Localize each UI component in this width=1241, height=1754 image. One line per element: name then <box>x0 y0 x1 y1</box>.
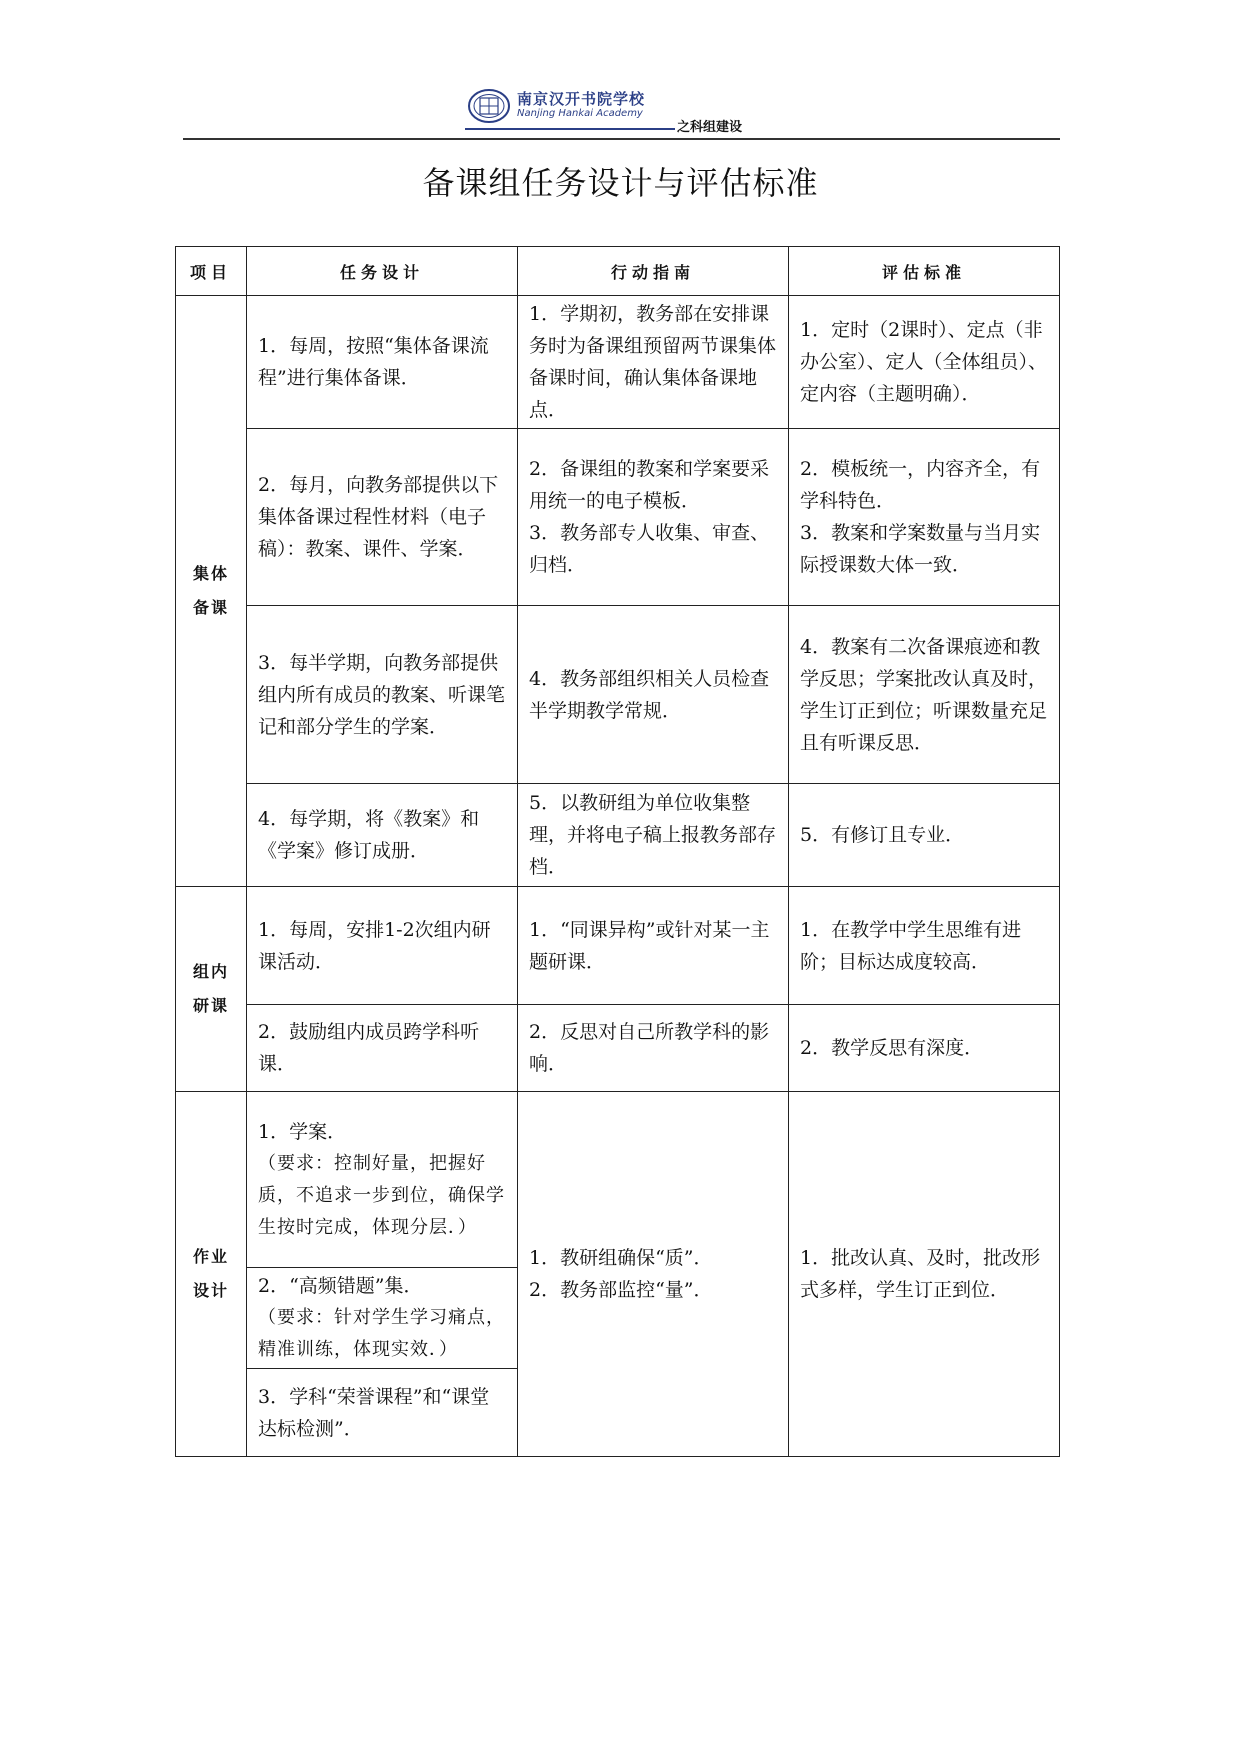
guide-text: 2．备课组的教案和学案要采用统一的电子模板． 3．教务部专人收集、审查、归档． <box>529 458 770 576</box>
standard-text: 1．定时（2课时）、定点（非办公室）、定人（全体组员）、定内容（主题明确）． <box>800 319 1048 405</box>
task-evaluation-table <box>175 246 1060 1457</box>
school-name-cn: 南京汉开书院学校 <box>517 90 646 108</box>
table-row <box>176 429 1060 606</box>
task-text: 1．学案． <box>258 1120 347 1143</box>
school-emblem-icon <box>467 88 511 124</box>
page-header <box>183 82 1060 142</box>
guide-cell <box>518 784 789 887</box>
guide-text: 1．学期初，教务部在安排课务时为备课组预留两节课集体备课时间，确认集体备课地点． <box>529 303 777 421</box>
guide-cell <box>518 296 789 429</box>
standard-text: 2．模板统一，内容齐全，有学科特色． 3．教案和学案数量与当月实际授课数大体一致． <box>800 458 1041 576</box>
category-cell <box>176 296 247 887</box>
category-cell <box>176 887 247 1092</box>
header-divider <box>183 138 1060 140</box>
school-name-en: Nanjing Hankai Academy <box>517 108 643 119</box>
task-text: 2．“高频错题”集． <box>258 1275 423 1297</box>
guide-cell <box>518 1092 789 1457</box>
guide-text: 4．教务部组织相关人员检查半学期教学常规． <box>529 667 770 722</box>
school-logo <box>465 88 675 130</box>
task-requirement-note: （要求：控制好量，把握好质，不追求一步到位，确保学生按时完成，体现分层．） <box>258 1152 505 1238</box>
guide-cell <box>518 429 789 606</box>
standard-text: 1．在教学中学生思维有进阶；目标达成度较高． <box>800 918 1022 973</box>
document-title: 备课组任务设计与评估标准 <box>422 164 819 202</box>
task-cell <box>247 784 518 887</box>
task-cell <box>247 429 518 606</box>
table-row <box>176 784 1060 887</box>
col-header-standard: 评估标准 <box>789 247 1060 296</box>
task-text: 1．每周，安排1-2次组内研课活动． <box>258 918 491 973</box>
task-text: 3．每半学期，向教务部提供组内所有成员的教案、听课笔记和部分学生的学案． <box>258 651 506 738</box>
task-cell <box>247 1092 518 1268</box>
task-cell <box>247 296 518 429</box>
col-header-guide: 行动指南 <box>518 247 789 296</box>
category-line: 设计 <box>192 1281 229 1300</box>
category-cell <box>176 1092 247 1457</box>
col-header-task: 任务设计 <box>247 247 518 296</box>
col-header-item: 项目 <box>176 247 247 296</box>
table-row <box>176 887 1060 1005</box>
task-cell <box>247 1268 518 1369</box>
standard-cell <box>789 887 1060 1005</box>
category-line: 作业 <box>192 1247 229 1266</box>
table-row <box>176 606 1060 784</box>
task-text: 2．鼓励组内成员跨学科听课． <box>258 1021 480 1075</box>
header-suffix: 之科组建设 <box>677 120 743 135</box>
standard-cell <box>789 296 1060 429</box>
category-line: 备课 <box>192 598 229 617</box>
task-cell <box>247 606 518 784</box>
task-text: 4．每学期，将《教案》和《学案》修订成册． <box>258 808 480 862</box>
standard-cell <box>789 784 1060 887</box>
guide-text: 1．教研组确保“质”． 2．教务部监控“量”． <box>529 1247 713 1301</box>
table-row <box>176 1092 1060 1268</box>
task-cell <box>247 887 518 1005</box>
standard-cell <box>789 606 1060 784</box>
standard-text: 1．批改认真、及时，批改形式多样，学生订正到位． <box>800 1247 1041 1301</box>
table-row <box>176 296 1060 429</box>
standard-text: 5．有修订且专业． <box>800 824 965 846</box>
standard-text: 4．教案有二次备课痕迹和教学反思；学案批改认真及时，学生订正到位；听课数量充足且有听课反思． <box>800 635 1048 754</box>
standard-cell <box>789 1005 1060 1092</box>
task-cell <box>247 1369 518 1457</box>
table-header-row <box>176 247 1060 296</box>
guide-text: 5．以教研组为单位收集整理，并将电子稿上报教务部存档． <box>529 792 777 878</box>
task-cell <box>247 1005 518 1092</box>
task-text: 2．每月，向教务部提供以下集体备课过程性材料（电子稿）：教案、课件、学案． <box>258 474 499 560</box>
task-text: 3．学科“荣誉课程”和“课堂达标检测”． <box>258 1385 490 1440</box>
category-line: 集体 <box>192 564 229 583</box>
guide-cell <box>518 1005 789 1092</box>
standard-cell <box>789 1092 1060 1457</box>
guide-text: 2．反思对自己所教学科的影响． <box>529 1021 770 1075</box>
table-row <box>176 1005 1060 1092</box>
guide-text: 1．“同课异构”或针对某一主题研课． <box>529 918 770 973</box>
standard-text: 2．教学反思有深度． <box>800 1037 984 1059</box>
category-line: 研课 <box>192 996 229 1015</box>
standard-cell <box>789 429 1060 606</box>
task-text: 1．每周，按照“集体备课流程”进行集体备课． <box>258 335 489 389</box>
guide-cell <box>518 606 789 784</box>
guide-cell <box>518 887 789 1005</box>
category-line: 组内 <box>192 962 229 981</box>
task-requirement-note: （要求：针对学生学习痛点，精准训练，体现实效．） <box>258 1307 505 1360</box>
